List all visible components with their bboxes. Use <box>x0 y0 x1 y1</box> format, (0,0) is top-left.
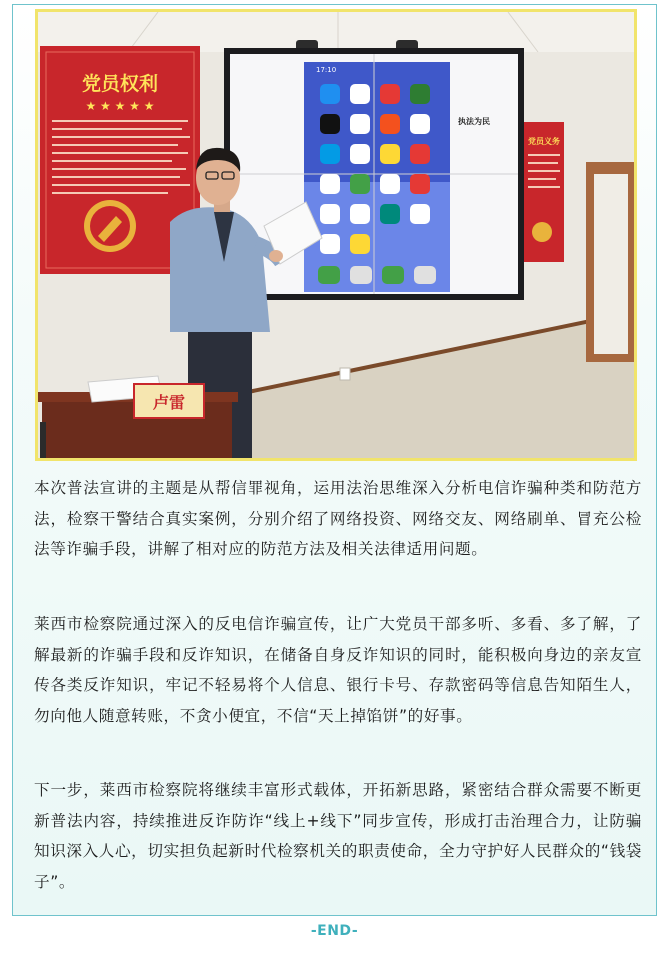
end-marker: -END- <box>310 923 359 939</box>
screen-time: 17:10 <box>316 66 337 74</box>
paragraph-3: 下一步，莱西市检察院将继续丰富形式载体，开拓新思路，紧密结合群众需要不断更新普法内容，持续推进反诈防诈“线上+线下”同步宣传，形成打击治理合力，让防骗知识深入人心，切实担负起新时代检察机关的职责使命，全力守护好人民群众的“钱袋子”。 <box>34 781 642 891</box>
display-screen <box>224 48 524 300</box>
nameplate: 卢雷 <box>152 393 186 412</box>
right-red-board <box>524 122 564 262</box>
event-photo <box>35 9 637 461</box>
screen-overlay-text: 执法为民 <box>458 117 490 126</box>
svg-text:★ ★ ★ ★ ★: ★ ★ ★ ★ ★ <box>85 99 155 113</box>
board-left-title: 党员权利 <box>81 73 159 95</box>
article-card <box>12 4 657 916</box>
board-right-title: 党员义务 <box>528 137 560 146</box>
paragraph-2: 莱西市检察院通过深入的反电信诈骗宣传，让广大党员干部多听、多看、多了解，了解最新的诈骗手段和反诈知识，在储备自身反诈知识的同时，能积极向身边的亲友宣传各类反诈知识，牢记不轻易将个人信息、银行卡号、存款密码等信息告知陌生人，勿向他人随意转账，不贪小便宜，不信“天上掉馅饼”的好事。 <box>34 615 642 725</box>
paragraph-1: 本次普法宣讲的主题是从帮信罪视角，运用法治思维深入分析电信诈骗种类和防范方法，检察干警结合真实案例，分别介绍了网络投资、网络交友、网络刷单、冒充公检法等诈骗手段，讲解了相对应的防范方法及相关法律适用问题。 <box>34 479 642 558</box>
